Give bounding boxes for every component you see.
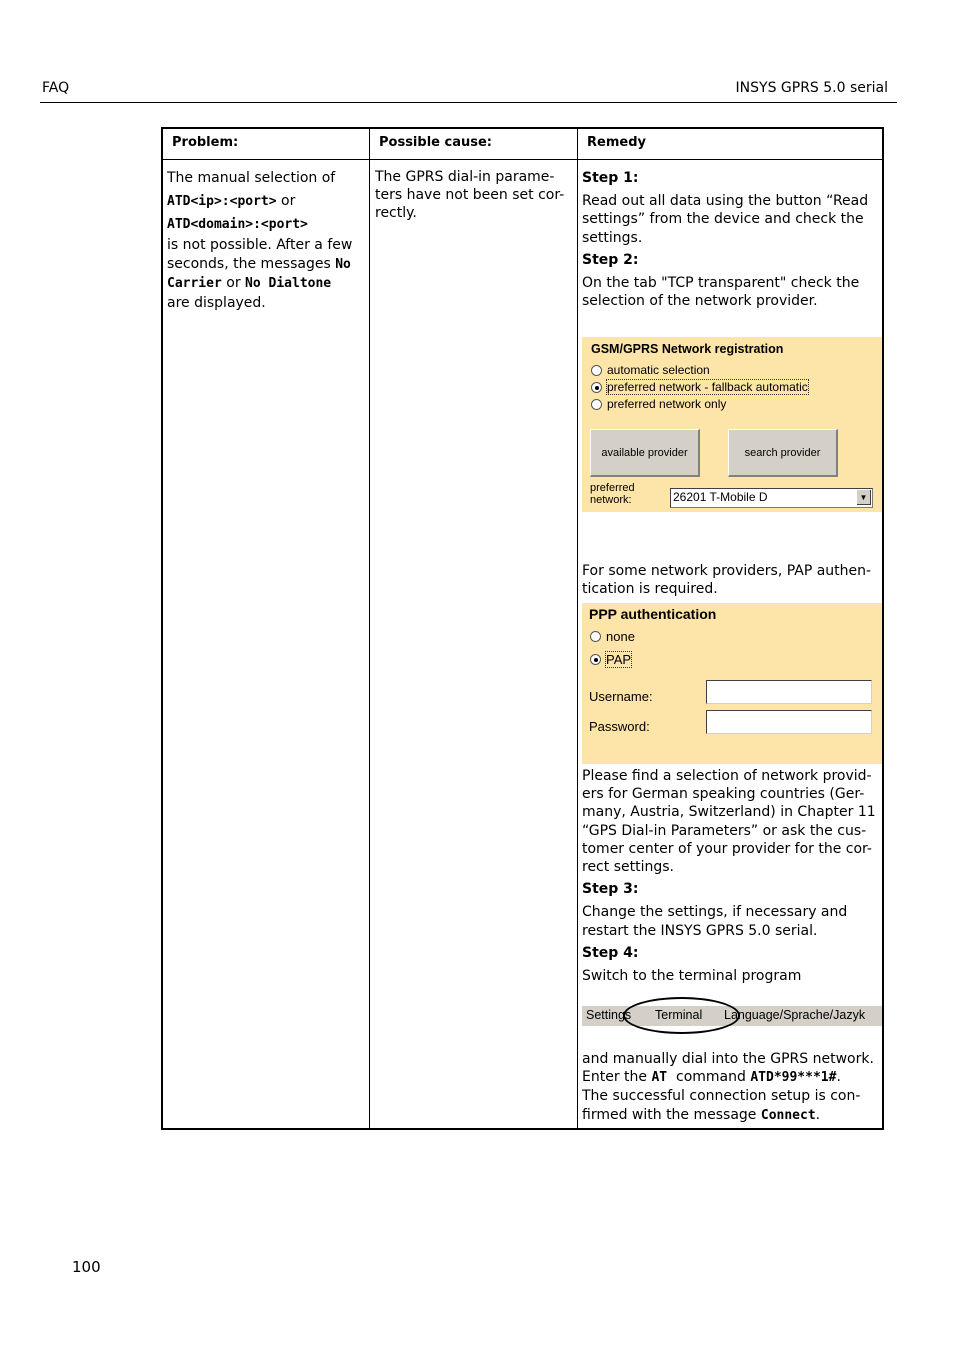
command-atd-domain: ATD<domain>:<port> (167, 217, 308, 232)
page-number: 100 (72, 1258, 101, 1276)
step-3-heading: Step 3: (582, 881, 639, 898)
radio-label: preferred network - fallback automatic (607, 380, 808, 394)
gsm-registration-panel (582, 337, 882, 512)
command-atd-ip: ATD<ip>:<port> (167, 194, 277, 209)
step-4-heading: Step 4: (582, 944, 639, 961)
remedy-line: restart the INSYS GPRS 5.0 serial. (582, 922, 818, 939)
problem-para (167, 236, 367, 312)
command-atd-gprs: ATD*99***1# (750, 1070, 837, 1086)
remedy-line: “GPS Dial-in Parameters” or ask the cus- (582, 822, 867, 839)
chevron-down-icon[interactable]: ▼ (857, 490, 871, 505)
password-input[interactable] (706, 710, 872, 734)
header-rule (40, 102, 897, 103)
available-provider-button[interactable]: available provider (590, 429, 700, 477)
problem-text: or (221, 275, 246, 291)
header-cause: Possible cause: (379, 135, 492, 150)
radio-icon (591, 399, 602, 410)
radio-preferred-fallback[interactable] (591, 380, 808, 394)
preferred-network-label (590, 482, 635, 506)
problem-line (167, 255, 367, 275)
message-no-carrier: Carrier (167, 276, 222, 291)
problem-line (167, 274, 367, 294)
tab-language[interactable]: Language/Sprache/Jazyk (724, 1008, 866, 1022)
cause-line: rectly. (375, 205, 417, 222)
label-line: preferred (590, 482, 635, 494)
header-product: INSYS GPRS 5.0 serial (735, 80, 888, 96)
remedy-line: tication is required. (582, 581, 718, 598)
remedy-line: many, Austria, Switzerland) in Chapter 11 (582, 804, 876, 821)
remedy-line: settings” from the device and check the (582, 211, 864, 228)
header-row-divider (163, 159, 882, 160)
cause-line: ters have not been set cor- (375, 187, 565, 204)
column-divider (369, 129, 370, 1128)
remedy-step1-block (582, 169, 880, 310)
gsm-panel-title: GSM/GPRS Network registration (591, 342, 784, 356)
problem-line (167, 190, 367, 213)
remedy-line: and manually dial into the GPRS network. (582, 1051, 874, 1067)
ppp-panel-title: PPP authentication (589, 606, 717, 622)
remedy-line: ers for German speaking countries (Ger- (582, 786, 865, 803)
remedy-text: . (836, 1069, 841, 1086)
remedy-line: rect settings. (582, 859, 674, 876)
problem-line: are displayed. (167, 294, 266, 311)
step-2-heading: Step 2: (582, 251, 639, 268)
radio-icon (590, 631, 601, 642)
remedy-text: command (667, 1069, 751, 1086)
problem-line: is not possible. After a few (167, 237, 353, 253)
radio-label: none (606, 628, 635, 644)
remedy-line: Switch to the terminal program (582, 968, 802, 985)
radio-label: automatic selection (607, 363, 710, 377)
problem-line (167, 213, 367, 236)
column-divider (577, 129, 578, 1128)
remedy-line: settings. (582, 229, 643, 246)
remedy-line (582, 1068, 880, 1087)
remedy-line: On the tab "TCP transparent" check the (582, 275, 860, 292)
remedy-steps-3-4 (582, 767, 880, 985)
remedy-final-block (582, 1050, 880, 1125)
remedy-text: . (815, 1106, 821, 1123)
radio-auth-none[interactable] (590, 629, 635, 643)
password-label: Password: (589, 719, 650, 734)
username-label: Username: (589, 689, 653, 704)
radio-automatic-selection[interactable] (591, 363, 710, 377)
problem-cell (167, 167, 367, 312)
tab-terminal[interactable]: Terminal (655, 1008, 703, 1022)
header-remedy: Remedy (587, 135, 646, 150)
header-problem: Problem: (172, 135, 239, 150)
label-line: network: (590, 494, 632, 506)
command-at: AT (651, 1070, 668, 1086)
cause-line: The GPRS dial-in parame- (375, 169, 555, 185)
remedy-pap-note (582, 562, 880, 598)
radio-label: PAP (606, 651, 632, 667)
problem-line: The manual selection of (167, 170, 336, 186)
remedy-line: Change the settings, if necessary and (582, 904, 848, 921)
radio-selected-icon (590, 654, 601, 665)
select-value: 26201 T-Mobile D (673, 490, 768, 504)
radio-selected-icon (591, 382, 602, 393)
highlight-ellipse (623, 997, 740, 1034)
radio-preferred-only[interactable] (591, 397, 726, 411)
search-provider-button[interactable]: search provider (728, 429, 838, 477)
username-input[interactable] (706, 680, 872, 704)
remedy-line: tomer center of your provider for the cor- (582, 840, 872, 857)
message-no-dialtone: No Dialtone (245, 276, 332, 291)
remedy-line: For some network providers, PAP authen- (582, 563, 872, 579)
radio-label: preferred network only (607, 397, 727, 411)
remedy-line: Read out all data using the button “Read (582, 193, 869, 210)
remedy-line: selection of the network provider. (582, 293, 818, 310)
header-section: FAQ (42, 80, 70, 96)
remedy-text: Enter the (582, 1069, 652, 1086)
tab-settings[interactable]: Settings (586, 1008, 632, 1022)
preferred-network-select[interactable] (670, 488, 873, 508)
remedy-line: The successful connection setup is con- (582, 1088, 861, 1105)
remedy-line: Please find a selection of network provid- (582, 768, 872, 784)
step-1-heading: Step 1: (582, 170, 639, 186)
problem-text: seconds, the messages (167, 255, 336, 272)
cause-cell (375, 168, 573, 223)
radio-icon (591, 365, 602, 376)
remedy-text: firmed with the message (582, 1106, 761, 1123)
radio-auth-pap[interactable] (590, 652, 631, 666)
message-connect: Connect (760, 1107, 816, 1123)
problem-text: or (276, 193, 296, 209)
ppp-authentication-panel (582, 603, 882, 764)
remedy-line (582, 1106, 880, 1125)
message-no-carrier: No (335, 256, 351, 272)
